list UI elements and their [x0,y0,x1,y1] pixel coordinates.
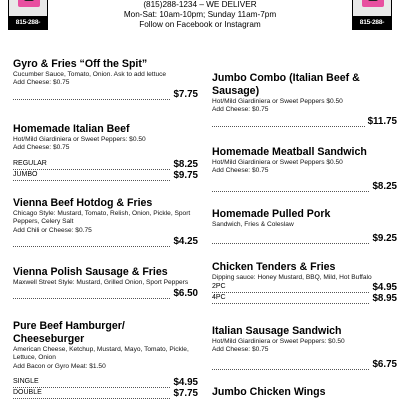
price-option [13,388,198,399]
menu-item-italian-sausage [212,325,397,370]
item-desc: Hot/Mild Giardiniera or Sweet Peppers: $0.50 [13,136,146,143]
item-desc: Hot/Mild Giardiniera or Sweet Peppers: $0.50 [212,338,345,345]
hours-line: Mon-Sat: 10am-10pm; Sunday 11am-7pm [123,10,277,19]
option-label: JUMBO [13,170,38,178]
item-desc: Chicago Style: Mustard, Tomato, Relish, Onion, Pickle, Sport Peppers, Celery Salt [13,210,191,226]
menu-item-polish [13,266,198,299]
item-desc: Sandwich, Fries & Coleslaw [212,221,294,228]
item-extra: Add Cheese: $0.75 [212,167,269,175]
item-extra: Add Bacon or Gyro Meat: $1.50 [13,362,106,370]
item-name: Pure Beef Hamburger/ Cheeseburger [13,320,125,345]
restaurant-logo-left [8,0,48,39]
item-price: $4.25 [173,236,198,248]
item-extra: Add Cheese: $0.75 [13,79,70,87]
menu-item-chicken-tenders [212,261,397,304]
item-price: $9.25 [372,233,397,245]
menu-item-gyro [13,58,198,100]
item-extra: Add Cheese: $0.75 [212,346,269,354]
item-name: Vienna Polish Sausage & Fries [13,266,168,278]
social-line: Follow on Facebook or Instagram [139,20,261,29]
item-name: Gyro & Fries “Off the Spit” [13,58,148,70]
contact-line: (815)288-1234 – WE DELIVER [143,0,257,9]
item-price: $11.75 [367,115,397,127]
option-label: DOUBLE [13,389,42,397]
item-desc: Hot/Mild Giardiniera or Sweet Peppers $0.50 [212,159,343,166]
option-price: $7.75 [173,388,198,400]
item-desc: Cucumber Sauce, Tomato, Onion. Ask to add lettuce [13,71,167,78]
item-name: Homemade Meatball Sandwich [212,146,367,158]
item-extra: Add Cheese: $0.75 [13,144,70,152]
item-desc: American Cheese, Ketchup, Mustard, Mayo, Tomato, Pickle, Lettuce, Onion [13,346,189,362]
option-price: $8.25 [173,158,198,170]
item-price: $6.75 [372,358,397,370]
price-option [13,377,198,388]
mascot-icon [362,0,384,7]
menu-item-meatball [212,146,397,192]
option-price: $4.95 [372,282,397,294]
price-option [212,293,397,304]
menu-item-jumbo-combo [212,72,397,127]
item-extra: Add Cheese: $0.75 [212,106,269,114]
price-option [13,170,198,181]
option-price: $4.95 [173,377,198,389]
price-option [212,282,397,293]
item-desc: Maxwell Street Style: Mustard, Grilled Onion, Sport Peppers [13,279,189,286]
price-option [13,159,198,170]
item-desc: Hot/Mild Giardiniera or Sweet Peppers $0.50 [212,98,343,105]
price-line [212,233,397,244]
restaurant-logo-right [352,0,392,39]
mascot-icon [18,0,40,7]
option-price: $9.75 [173,169,198,181]
item-name: Jumbo Chicken Wings [212,386,326,398]
menu-item-italian-beef [13,123,198,181]
item-price: $6.50 [173,288,198,300]
item-name: Vienna Beef Hotdog & Fries [13,197,153,209]
item-extra: Add Chili or Cheese: $0.75 [13,226,92,234]
item-name: Jumbo Combo (Italian Beef & Sausage) [212,72,360,97]
menu-item-hotdog [13,197,198,247]
menu-item-burger [13,320,198,399]
option-label: SINGLE [13,378,39,386]
item-name: Homemade Pulled Pork [212,208,331,220]
item-name: Italian Sausage Sandwich [212,325,342,337]
price-line [212,359,397,370]
menu-item-chicken-wings [212,386,397,399]
logo-phone: 815-288-1234 [353,16,391,29]
option-label: 2PC [212,283,226,291]
logo-phone: 815-288-1234 [9,16,47,29]
price-line [13,236,198,247]
price-line [212,181,397,192]
item-price: $7.75 [173,88,198,100]
menu-header [60,0,340,30]
item-price: $8.25 [372,180,397,192]
price-line [13,89,198,100]
option-label: 4PC [212,294,226,302]
item-name: Homemade Italian Beef [13,123,130,135]
menu-item-pulled-pork [212,208,397,244]
option-label: REGULAR [13,159,47,167]
price-line [13,288,198,299]
item-desc: Dipping sauce: Honey Mustard, BBQ, Mild, Hot Buffalo [212,274,372,281]
price-line [212,116,397,127]
option-price: $8.95 [372,293,397,305]
item-name: Chicken Tenders & Fries [212,261,336,273]
